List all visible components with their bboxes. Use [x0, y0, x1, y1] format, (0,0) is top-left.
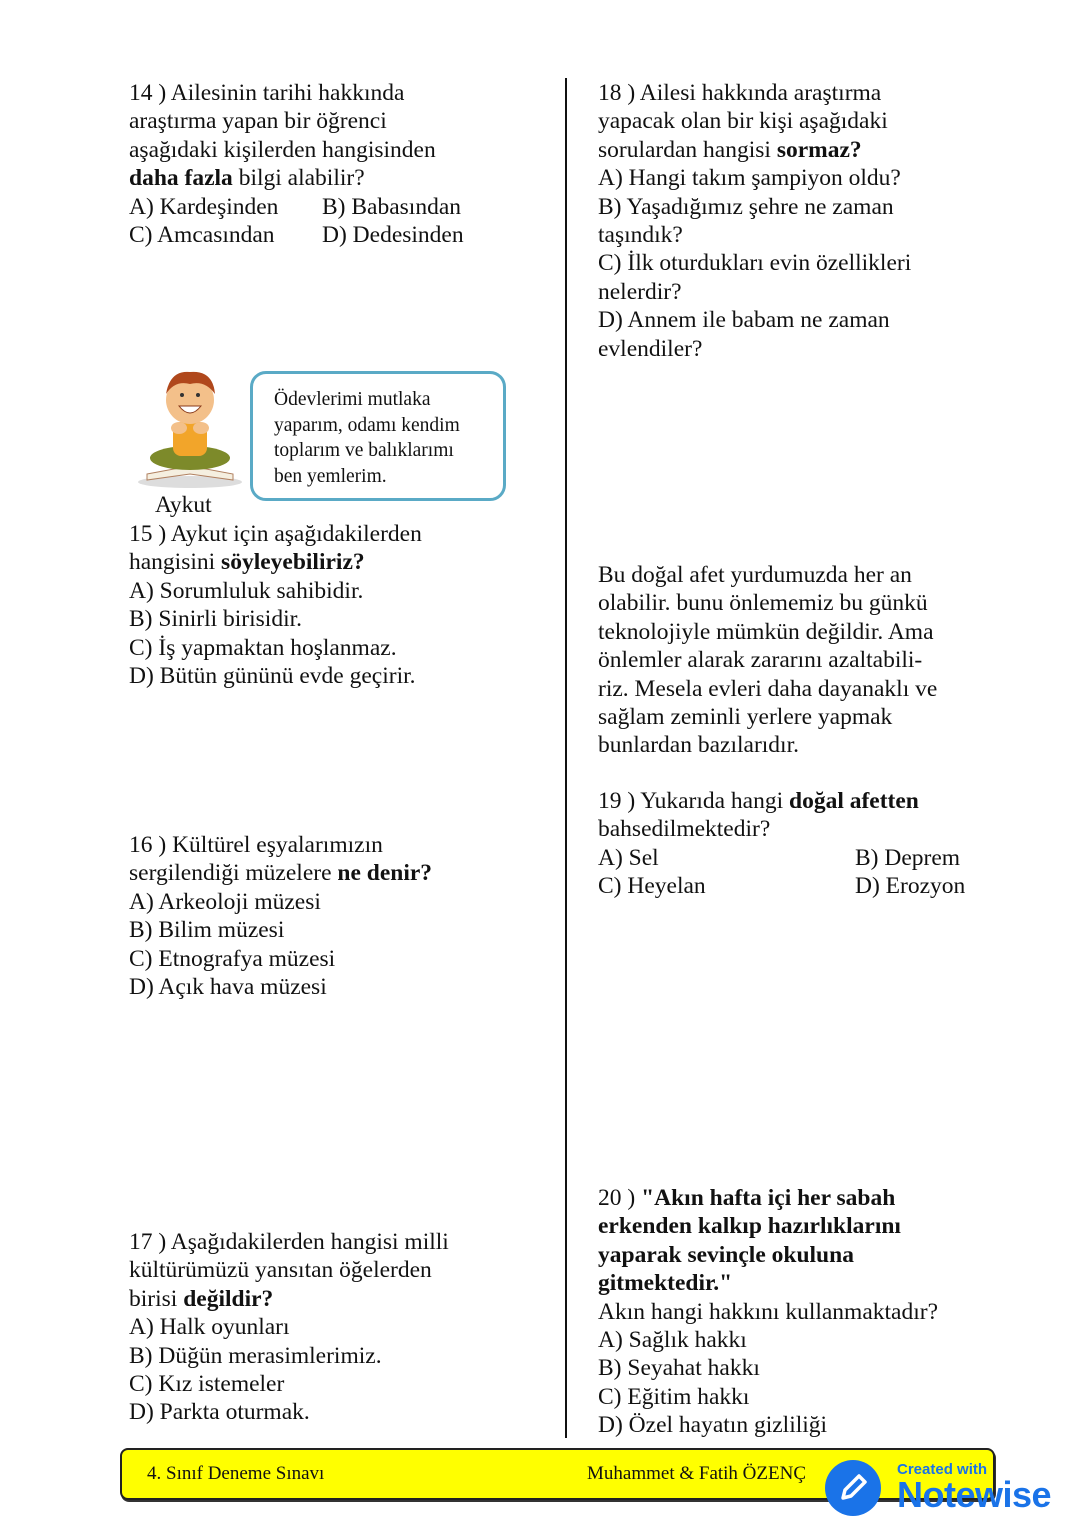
- text-line: [598, 787, 965, 815]
- text-segment: 20 ): [598, 1185, 642, 1211]
- text-segment: sağlam zeminli yerlere yapmak: [598, 704, 893, 731]
- text-line: [129, 1228, 449, 1256]
- text-line: [598, 618, 937, 646]
- watermark-created: Created with: [897, 1461, 988, 1478]
- text-line: [129, 1398, 449, 1426]
- text-line: [129, 945, 432, 973]
- text-segment: hangisini: [129, 549, 222, 576]
- text-line: [129, 1256, 449, 1284]
- question-16: [129, 831, 432, 1001]
- text-line: [598, 589, 937, 617]
- answer-option: D) Erozyon: [855, 873, 966, 900]
- text-line: [129, 1342, 449, 1370]
- text-segment: B) Bilim müzesi: [129, 917, 285, 944]
- text-line: [129, 605, 422, 633]
- exam-title: 4. Sınıf Deneme Sınavı: [147, 1463, 325, 1484]
- text-line: [129, 634, 422, 662]
- text-segment: D) Bütün gününü evde geçirir.: [129, 663, 416, 690]
- text-line: [598, 278, 911, 306]
- text-line: [129, 577, 422, 605]
- text-line: [129, 520, 422, 548]
- text-segment: A) Sorumluluk sahibidir.: [129, 577, 364, 604]
- text-line: [129, 136, 464, 164]
- bold-text: söyleyebiliriz?: [221, 549, 365, 576]
- bold-text: gitmektedir.": [598, 1270, 733, 1297]
- text-segment: kültürümüzü yansıtan öğelerden: [129, 1257, 432, 1284]
- text-segment: önlemler alarak zararını azaltabili-: [598, 647, 923, 674]
- text-segment: 18 ) Ailesi hakkında araştırma: [598, 80, 882, 106]
- answer-option: A) Sel: [598, 844, 659, 871]
- text-segment: araştırma yapan bir öğrenci: [129, 108, 387, 135]
- option-row: [129, 221, 464, 249]
- text-segment: Akın hangi hakkını kullanmaktadır?: [598, 1298, 939, 1325]
- bold-text: ne denir?: [337, 860, 433, 887]
- text-segment: D) Açık hava müzesi: [129, 974, 327, 1001]
- text-line: [129, 1285, 449, 1313]
- text-line: [598, 249, 911, 277]
- text-line: [598, 1326, 938, 1354]
- text-line: [598, 1354, 938, 1382]
- text-line: [129, 1313, 449, 1341]
- text-line: [598, 1184, 938, 1212]
- text-segment: C) Etnografya müzesi: [129, 945, 336, 972]
- answer-option: C) Amcasından: [129, 222, 275, 249]
- text-line: [129, 164, 464, 192]
- question-17: [129, 1228, 449, 1427]
- text-line: [598, 1241, 938, 1269]
- text-segment: riz. Mesela evleri daha dayanaklı ve: [598, 675, 938, 702]
- text-segment: C) Eğitim hakkı: [598, 1383, 750, 1410]
- text-line: [598, 164, 911, 192]
- text-line: [598, 79, 911, 107]
- text-line: [598, 1383, 938, 1411]
- text-segment: 19 ) Yukarıda hangi: [598, 788, 789, 814]
- text-segment: A) Halk oyunları: [129, 1314, 290, 1341]
- bold-text: erkenden kalkıp hazırlıklarını: [598, 1213, 901, 1240]
- text-line: [598, 815, 965, 843]
- text-segment: teknolojiyle mümkün değildir. Ama: [598, 618, 934, 645]
- text-segment: C) İlk oturdukları evin özellikleri: [598, 250, 912, 277]
- character-name: Aykut: [155, 492, 212, 518]
- text-line: [129, 859, 432, 887]
- option-row: [129, 193, 464, 221]
- question-18: [598, 79, 911, 363]
- text-line: [598, 221, 911, 249]
- bold-text: değildir?: [183, 1285, 274, 1312]
- text-line: [598, 1212, 938, 1240]
- text-line: [129, 888, 432, 916]
- text-segment: Bu doğal afet yurdumuzda her an: [598, 562, 912, 588]
- text-segment: aşağıdaki kişilerden hangisinden: [129, 136, 436, 163]
- text-segment: olabilir. bunu önlememiz bu günkü: [598, 590, 928, 617]
- question-14: [129, 79, 464, 249]
- text-segment: 14 ) Ailesinin tarihi hakkında: [129, 80, 405, 106]
- text-segment: C) İş yapmaktan hoşlanmaz.: [129, 634, 397, 661]
- text-line: [598, 306, 911, 334]
- text-segment: B) Sinirli birisidir.: [129, 606, 303, 633]
- pencil-icon: [825, 1460, 881, 1516]
- text-segment: evlendiler?: [598, 335, 703, 362]
- answer-option: B) Deprem: [855, 844, 961, 871]
- text-line: [598, 136, 911, 164]
- watermark-brand: Notewise: [897, 1474, 1052, 1515]
- speech-bubble: [250, 371, 506, 501]
- text-line: [598, 703, 937, 731]
- text-segment: D) Annem ile babam ne zaman: [598, 307, 890, 334]
- bold-text: doğal afetten: [789, 788, 919, 814]
- bold-text: "Akın hafta içi her sabah: [641, 1185, 896, 1211]
- answer-option: B) Babasından: [322, 193, 462, 220]
- text-line: [129, 107, 464, 135]
- question-19: [598, 787, 965, 901]
- text-segment: D) Parkta oturmak.: [129, 1399, 310, 1426]
- boy-reading-illustration: [135, 362, 245, 492]
- text-segment: A) Arkeoloji müzesi: [129, 888, 321, 915]
- notewise-watermark: [825, 1460, 1075, 1520]
- option-row: [598, 872, 965, 900]
- text-line: [129, 1370, 449, 1398]
- text-segment: A) Hangi takım şampiyon oldu?: [598, 165, 901, 192]
- text-line: [129, 548, 422, 576]
- text-line: [598, 731, 937, 759]
- text-segment: bunlardan bazılarıdır.: [598, 732, 799, 759]
- answer-option: D) Dedesinden: [322, 222, 464, 249]
- text-segment: B) Düğün merasimlerimiz.: [129, 1342, 382, 1369]
- answer-option: C) Heyelan: [598, 873, 706, 900]
- text-segment: birisi: [129, 1285, 184, 1312]
- text-segment: sorulardan hangisi: [598, 136, 777, 163]
- text-line: [598, 193, 911, 221]
- text-line: [129, 662, 422, 690]
- question-15: [129, 520, 422, 690]
- text-line: [129, 79, 464, 107]
- text-segment: B) Yaşadığımız şehre ne zaman: [598, 193, 894, 220]
- text-line: [598, 561, 937, 589]
- text-segment: nelerdir?: [598, 278, 682, 305]
- column-divider: [565, 78, 567, 1438]
- text-segment: D) Özel hayatın gizliliği: [598, 1412, 828, 1439]
- option-row: [598, 844, 965, 872]
- text-line: [598, 646, 937, 674]
- bold-text: sormaz?: [776, 136, 862, 163]
- text-segment: C) Kız istemeler: [129, 1371, 285, 1398]
- bold-text: daha fazla: [129, 165, 233, 192]
- text-segment: bilgi alabilir?: [232, 165, 365, 192]
- bubble-line: Ödevlerimi mutlaka: [274, 389, 431, 410]
- bold-text: yaparak sevinçle okuluna: [598, 1241, 854, 1268]
- text-segment: 17 ) Aşağıdakilerden hangisi milli: [129, 1229, 449, 1255]
- text-line: [598, 1411, 938, 1439]
- question-20: [598, 1184, 938, 1440]
- text-segment: 16 ) Kültürel eşyalarımızın: [129, 832, 383, 858]
- text-line: [598, 1269, 938, 1297]
- author-names: Muhammet & Fatih ÖZENÇ: [587, 1463, 807, 1484]
- text-line: [598, 675, 937, 703]
- answer-option: A) Kardeşinden: [129, 193, 279, 220]
- text-segment: bahsedilmektedir?: [598, 816, 771, 843]
- bubble-line: yaparım, odamı kendim: [274, 414, 460, 436]
- bubble-line: ben yemlerim.: [274, 465, 387, 487]
- text-segment: B) Seyahat hakkı: [598, 1355, 760, 1382]
- text-line: [598, 335, 911, 363]
- text-line: [598, 1298, 938, 1326]
- text-segment: taşındık?: [598, 222, 683, 249]
- bubble-line: toplarım ve balıklarımı: [274, 440, 454, 461]
- text-segment: yapacak olan bir kişi aşağıdaki: [598, 108, 888, 135]
- text-line: [129, 916, 432, 944]
- text-line: [129, 831, 432, 859]
- text-segment: A) Sağlık hakkı: [598, 1327, 747, 1354]
- text-line: [598, 107, 911, 135]
- text-segment: 15 ) Aykut için aşağıdakilerden: [129, 521, 422, 547]
- disaster-paragraph: [598, 561, 937, 760]
- text-segment: sergilendiği müzelere: [129, 860, 338, 887]
- text-line: [129, 973, 432, 1001]
